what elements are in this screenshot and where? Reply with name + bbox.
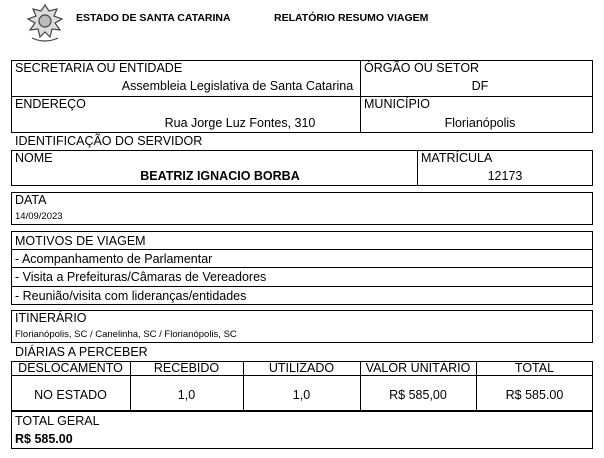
cell-total: R$ 585.00 — [505, 388, 564, 402]
col-header-recebido: RECEBIDO — [153, 361, 220, 375]
data-label: DATA — [15, 193, 47, 207]
municipio-value: Florianópolis — [444, 116, 516, 130]
servidor-section-title: IDENTIFICAÇÃO DO SERVIDOR — [15, 134, 203, 148]
secretaria-value: Assembleia Legislativa de Santa Catarina — [121, 79, 354, 93]
municipio-label: MUNICÍPIO — [364, 97, 430, 111]
data-box — [11, 192, 593, 225]
diarias-section-title: DIÁRIAS A PERCEBER — [15, 345, 148, 359]
matricula-value: 12173 — [487, 169, 523, 183]
col-header-deslocamento: DESLOCAMENTO — [18, 361, 123, 375]
state-coat-of-arms-logo — [22, 2, 68, 44]
orgao-label: ÓRGÃO OU SETOR — [364, 61, 480, 75]
servidor-col-divider — [417, 150, 418, 186]
diarias-header-divider — [11, 375, 593, 376]
state-name: ESTADO DE SANTA CATARINA — [76, 12, 231, 24]
itinerario-label: ITINERÁRIO — [15, 311, 87, 325]
entity-row-divider — [11, 96, 593, 97]
cell-valor-unitario: R$ 585,00 — [389, 388, 447, 402]
col-header-total: TOTAL — [514, 361, 555, 375]
entity-col-divider — [360, 60, 361, 133]
nome-label: NOME — [15, 151, 53, 165]
cell-recebido: 1,0 — [177, 388, 196, 402]
motivo-item: - Reunião/visita com lideranças/entidades — [15, 289, 247, 303]
endereco-label: ENDEREÇO — [15, 97, 86, 111]
col-header-valor-unitario: VALOR UNITÁRIO — [365, 361, 471, 375]
total-geral-label: TOTAL GERAL — [15, 414, 100, 428]
nome-value: BEATRIZ IGNACIO BORBA — [140, 169, 300, 183]
motivo-item: - Acompanhamento de Parlamentar — [15, 252, 213, 266]
motivos-divider-1 — [11, 249, 593, 250]
motivos-divider-3 — [11, 286, 593, 287]
col-header-utilizado: UTILIZADO — [268, 361, 335, 375]
secretaria-label: SECRETARIA OU ENTIDADE — [15, 61, 183, 75]
cell-deslocamento: NO ESTADO — [34, 388, 107, 402]
motivos-divider-2 — [11, 267, 593, 268]
motivo-item: - Visita a Prefeituras/Câmaras de Vereadores — [15, 270, 267, 284]
endereco-value: Rua Jorge Luz Fontes, 310 — [164, 116, 316, 130]
motivos-label: MOTIVOS DE VIAGEM — [15, 234, 146, 248]
matricula-label: MATRÍCULA — [421, 151, 493, 165]
data-value: 14/09/2023 — [15, 211, 63, 222]
total-geral-value: R$ 585.00 — [15, 432, 73, 446]
orgao-value: DF — [471, 79, 489, 93]
cell-utilizado: 1,0 — [292, 388, 311, 402]
itinerario-value: Florianópolis, SC / Canelinha, SC / Florianópolis, SC — [15, 329, 237, 340]
report-title: RELATÓRIO RESUMO VIAGEM — [274, 12, 429, 24]
